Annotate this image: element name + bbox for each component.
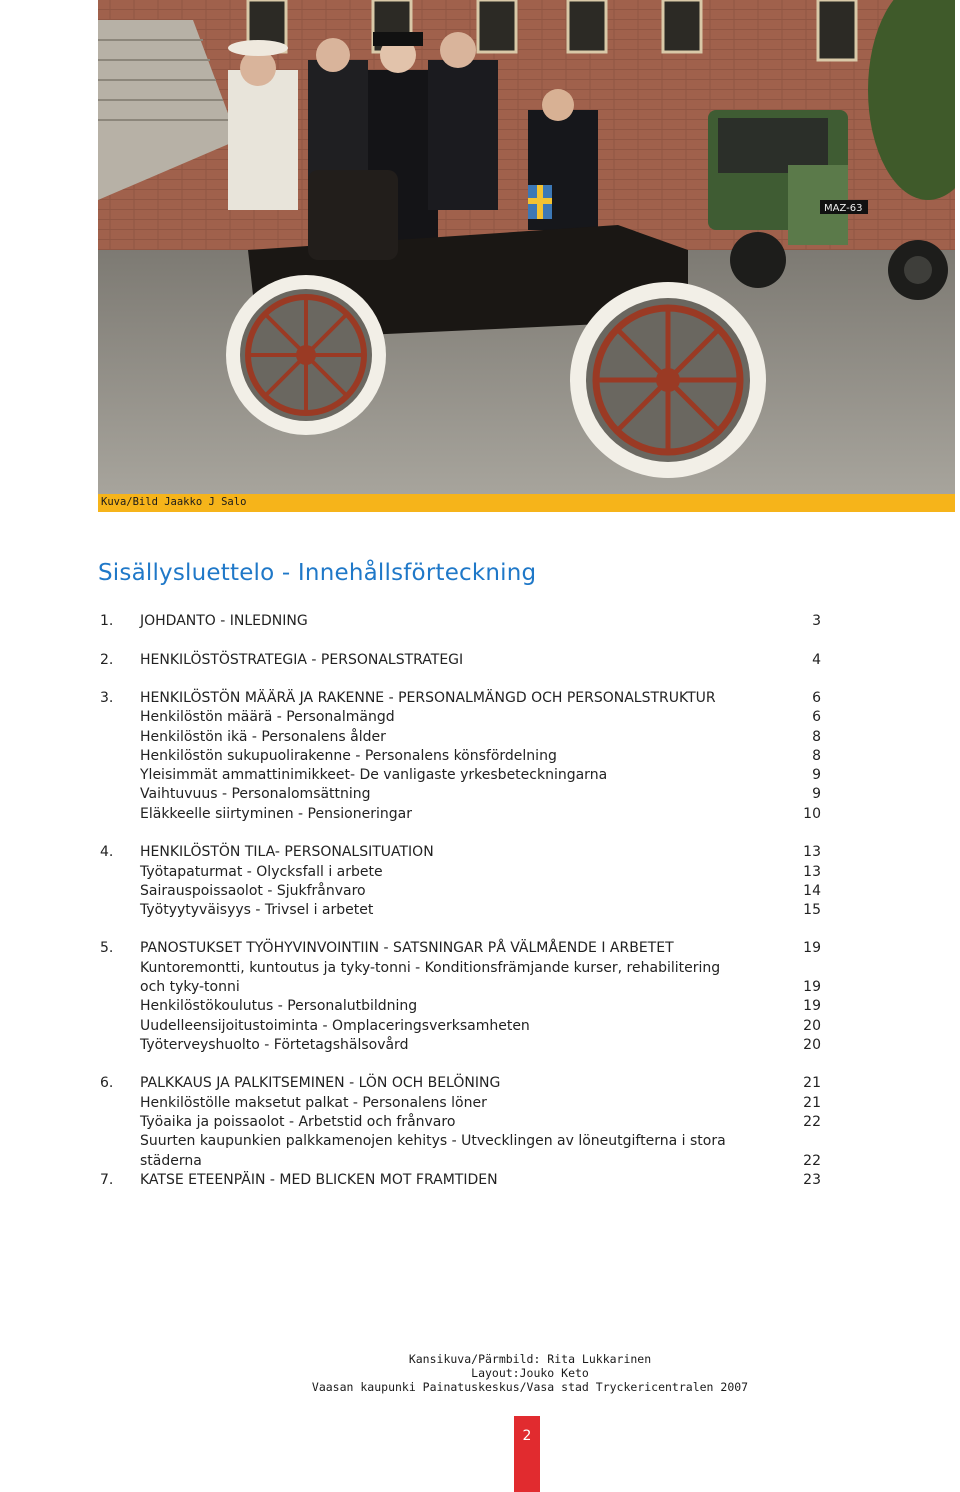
toc-entry-number: 3. bbox=[100, 690, 114, 706]
toc-entry-text: och tyky-tonni bbox=[140, 979, 240, 995]
toc-entry bbox=[98, 688, 821, 708]
credit-layout: Layout:Jouko Keto bbox=[471, 1366, 589, 1380]
photo-caption-bar bbox=[98, 494, 955, 512]
toc-entry-number: 4. bbox=[100, 844, 114, 860]
toc-entry bbox=[98, 996, 821, 1016]
toc-entry-page: 14 bbox=[803, 883, 821, 899]
toc-title: Sisällysluettelo - Innehållsförteckning bbox=[98, 560, 537, 586]
toc-entry-text: Suurten kaupunkien palkkamenojen kehitys - Utvecklingen av löneutgifterna i stora bbox=[140, 1133, 726, 1149]
toc-entry bbox=[98, 862, 821, 882]
toc-entry-page: 21 bbox=[803, 1095, 821, 1111]
toc-entry-text: Työaika ja poissaolot - Arbetstid och frånvaro bbox=[140, 1114, 456, 1130]
toc-entry-page: 22 bbox=[803, 1114, 821, 1130]
toc-entry bbox=[98, 881, 821, 901]
toc-entry-page: 6 bbox=[812, 690, 821, 706]
toc-entry-text: Vaihtuvuus - Personalomsättning bbox=[140, 786, 371, 802]
toc-entry-text: PANOSTUKSET TYÖHYVINVOINTIIN - SATSNINGAR PÅ VÄLMÅENDE I ARBETET bbox=[140, 940, 674, 956]
toc-entry bbox=[98, 1170, 821, 1190]
toc-entry-page: 23 bbox=[803, 1172, 821, 1188]
cover-photo bbox=[98, 0, 955, 494]
toc-entry-text: Uudelleensijoitustoiminta - Omplaceringsverksamheten bbox=[140, 1018, 530, 1034]
toc-entry-page: 15 bbox=[803, 902, 821, 918]
toc-entry-number: 6. bbox=[100, 1075, 114, 1091]
toc-entry-page: 20 bbox=[803, 1018, 821, 1034]
toc-entry bbox=[98, 1016, 821, 1036]
toc-entry-text: HENKILÖSTÖN TILA- PERSONALSITUATION bbox=[140, 844, 434, 860]
toc-entry-page: 4 bbox=[812, 652, 821, 668]
toc-entry-page: 22 bbox=[803, 1153, 821, 1169]
toc-entry-text: JOHDANTO - INLEDNING bbox=[140, 613, 308, 629]
toc-entry-page: 3 bbox=[812, 613, 821, 629]
toc-entry-text: Henkilöstön määrä - Personalmängd bbox=[140, 709, 395, 725]
toc-entry bbox=[98, 900, 821, 920]
toc-entry bbox=[98, 1093, 821, 1113]
toc-entry-text: PALKKAUS JA PALKITSEMINEN - LÖN OCH BELÖNING bbox=[140, 1075, 501, 1091]
toc-entry-page: 9 bbox=[812, 767, 821, 783]
toc-entry-page: 19 bbox=[803, 940, 821, 956]
toc-entry-page: 8 bbox=[812, 729, 821, 745]
toc-entry-text: Kuntoremontti, kuntoutus ja tyky-tonni - Konditionsfrämjande kurser, rehabilitering bbox=[140, 960, 721, 976]
toc-entry-text: HENKILÖSTÖSTRATEGIA - PERSONALSTRATEGI bbox=[140, 652, 464, 668]
toc-entry-text: Eläkkeelle siirtyminen - Pensioneringar bbox=[140, 806, 412, 822]
toc-entry bbox=[98, 1151, 821, 1171]
toc-entry-number: 7. bbox=[100, 1172, 114, 1188]
toc-entry-text: Henkilöstölle maksetut palkat - Personalens löner bbox=[140, 1095, 487, 1111]
page-number-box bbox=[514, 1416, 540, 1492]
toc-entry bbox=[98, 1112, 821, 1132]
toc-entry-page: 20 bbox=[803, 1037, 821, 1053]
toc-entry-page: 19 bbox=[803, 998, 821, 1014]
credit-cover-photo: Kansikuva/Pärmbild: Rita Lukkarinen bbox=[408, 1352, 652, 1366]
toc-entry-page: 9 bbox=[812, 786, 821, 802]
toc-entry-page: 8 bbox=[812, 748, 821, 764]
page-number: 2 bbox=[522, 1428, 532, 1444]
toc-entry bbox=[98, 842, 821, 862]
toc-entry bbox=[98, 650, 821, 670]
toc-entry-text: Työtyytyväisyys - Trivsel i arbetet bbox=[140, 902, 374, 918]
toc-entry-text: Sairauspoissaolot - Sjukfrånvaro bbox=[140, 883, 366, 899]
toc-entry-text: städerna bbox=[140, 1153, 202, 1169]
toc-entry-text: Henkilöstön ikä - Personalens ålder bbox=[140, 729, 386, 745]
toc-entry bbox=[98, 765, 821, 785]
toc-entry bbox=[98, 1131, 821, 1151]
toc-entry-number: 2. bbox=[100, 652, 114, 668]
credits bbox=[0, 1352, 960, 1394]
toc-entry-page: 21 bbox=[803, 1075, 821, 1091]
toc-entry bbox=[98, 977, 821, 997]
toc-entry-number: 5. bbox=[100, 940, 114, 956]
toc-entry-page: 13 bbox=[803, 864, 821, 880]
toc-entry-page: 19 bbox=[803, 979, 821, 995]
photo-caption: Kuva/Bild Jaakko J Salo bbox=[101, 496, 247, 508]
toc-entry bbox=[98, 1035, 821, 1055]
toc-entry-text: KATSE ETEENPÄIN - MED BLICKEN MOT FRAMTIDEN bbox=[140, 1172, 498, 1188]
credit-printer: Vaasan kaupunki Painatuskeskus/Vasa stad Tryckericentralen 2007 bbox=[311, 1380, 749, 1394]
toc-entry bbox=[98, 611, 821, 631]
toc-entry bbox=[98, 1073, 821, 1093]
toc-entry-page: 10 bbox=[803, 806, 821, 822]
toc-entry bbox=[98, 958, 821, 978]
toc-entry bbox=[98, 938, 821, 958]
toc-entry bbox=[98, 707, 821, 727]
toc-entry bbox=[98, 784, 821, 804]
toc-entry bbox=[98, 746, 821, 766]
toc-entry-text: Henkilöstön sukupuolirakenne - Personalens könsfördelning bbox=[140, 748, 557, 764]
toc-entry-text: Työterveyshuolto - Förtetagshälsovård bbox=[140, 1037, 409, 1053]
toc-entry bbox=[98, 804, 821, 824]
toc-entry-text: Henkilöstökoulutus - Personalutbildning bbox=[140, 998, 418, 1014]
license-plate: MAZ-63 bbox=[824, 203, 863, 214]
toc-entry-text: Yleisimmät ammattinimikkeet- De vanligaste yrkesbeteckningarna bbox=[140, 767, 608, 783]
toc-entry bbox=[98, 727, 821, 747]
toc-entry-page: 6 bbox=[812, 709, 821, 725]
toc-entry-page: 13 bbox=[803, 844, 821, 860]
toc-entry-text: Työtapaturmat - Olycksfall i arbete bbox=[140, 864, 383, 880]
toc-entry-number: 1. bbox=[100, 613, 114, 629]
toc-entry-text: HENKILÖSTÖN MÄÄRÄ JA RAKENNE - PERSONALMÄNGD OCH PERSONALSTRUKTUR bbox=[140, 690, 716, 706]
